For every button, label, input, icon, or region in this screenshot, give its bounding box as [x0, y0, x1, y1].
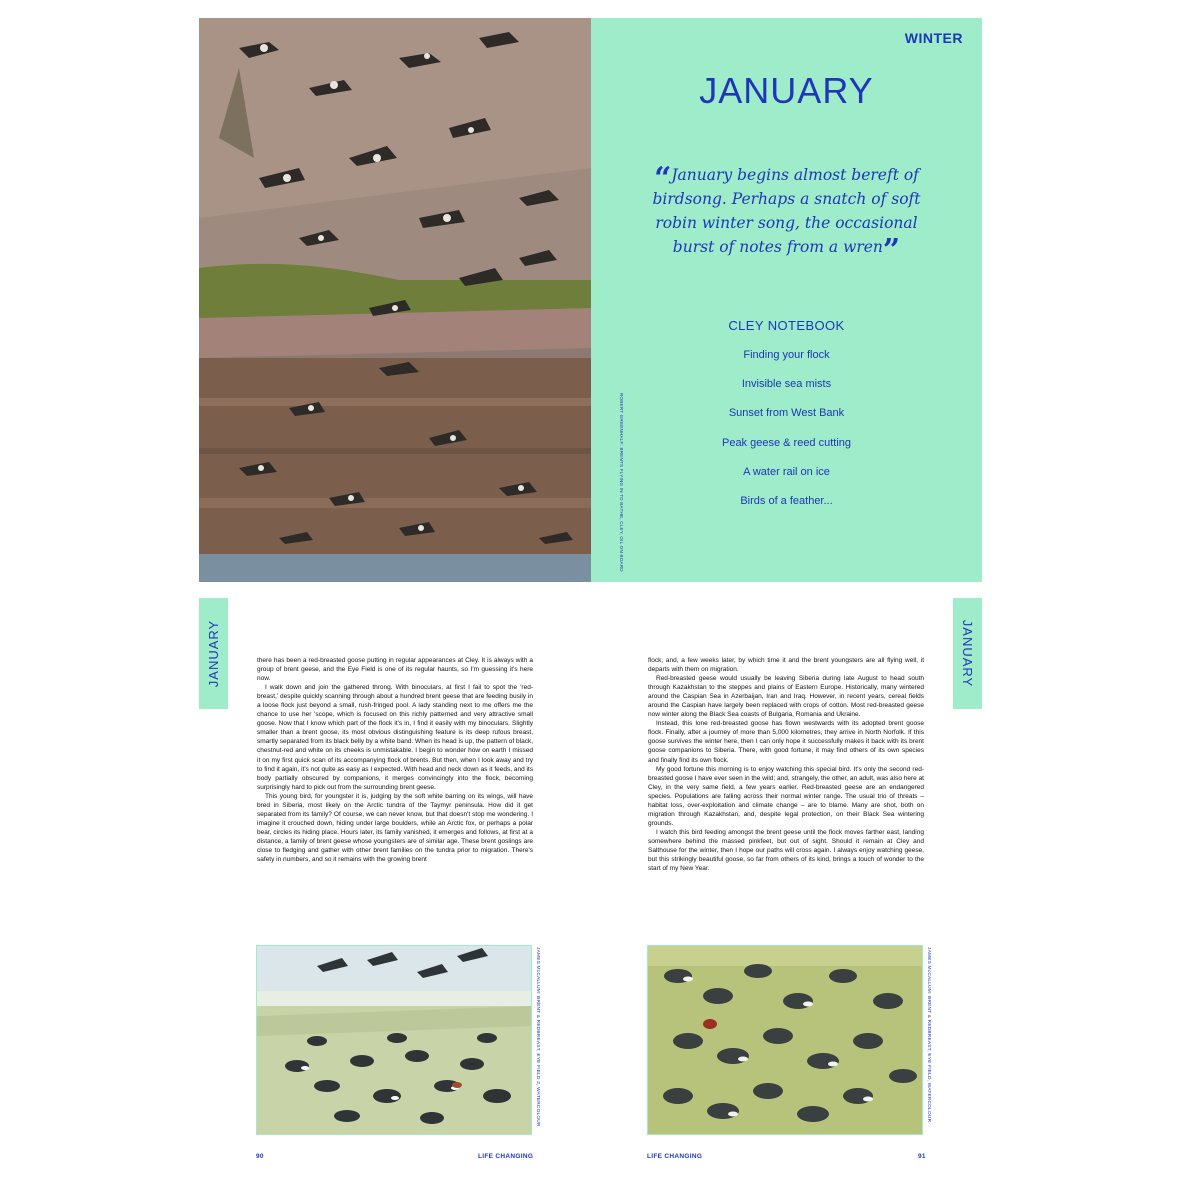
contents-item: Invisible sea mists [741, 378, 832, 391]
watercolour-plate-left [256, 945, 532, 1135]
geese-oil-painting [199, 18, 591, 582]
page-number-right: 91 [918, 1153, 926, 1160]
close-quote-mark: ” [882, 233, 901, 268]
notebook-heading: CLEY NOTEBOOK [728, 318, 845, 333]
contents-item: Sunset from West Bank [728, 407, 845, 420]
page-title: JANUARY [699, 70, 874, 111]
painting-artwork [199, 18, 591, 582]
pull-quote [641, 161, 932, 268]
contents-item: A water rail on ice [743, 465, 830, 478]
paragraph: I walk down and join the gathered throng. With binoculars, at first I fail to spot the 'red-breast,' despite quickly scanning through about a hundred brent geese that are feeding busily in a loose flock just beyond a small, rush-fringed pool. A lady standing next to me offers me the chance to use her 'scope, which is focused on this richly patterned and very attractive small goose. Now that I know which part of the flock it's in, I find it easily with my binoculars. Slightly smaller than a brent goose, its most obvious distinguishing feature is its deep rufous breast, smartly separated from its black belly by a white band. When its head is up, the pattern of black, chestnut-red and white on its cheeks is unmistakable. I begin to wonder how on earth I missed it on my first quick scan of its accompanying flock of brents. But then, when I look away and try to find it again, it's not quite as easy as I expected. With head and neck down as it feeds, and its body partially obscured by companions, it merges convincingly into the flock, becoming surprisingly hard to pick out from the surrounding brent geese. [257, 684, 533, 791]
watercolour-plate-right [647, 945, 923, 1135]
paragraph: My good fortune this morning is to enjoy watching this special bird. It's only the second red-breasted goose I have ever seen in the wild; and, strangely, the other, an adult, was also here at Cley, in the very same field, a few years earlier. Red-breasted geese are an endangered species. Populations are falling across their normal winter range. The usual trio of threats – habitat loss, over-exploitation and climate change – are to blame. Many are shot, both on migration through Kazakhstan, and, despite legal protection, on their Black Sea wintering grounds. [648, 765, 924, 827]
pull-quote-text: January begins almost bereft of birdsong. Perhaps a snatch of soft robin winter song, the occasional burst of notes from a wren [652, 166, 921, 256]
body-column-right [648, 656, 924, 873]
side-tab-left [199, 598, 228, 709]
plate-credit-right: JAMES McCALLUM: BRENT & REDBREAST, EYE FIELD, WATERCOLOUR [926, 947, 931, 1123]
plate-credit-left: JAMES McCALLUM: BRENT & REDBREAST, EYE FIELD 2, WATERCOLOUR [535, 947, 540, 1127]
paragraph: I watch this bird feeding amongst the brent geese until the flock moves farther east, landing somewhere behind the massed pinkfeet, but out of sight. Should it remain at Cley and Salthouse for the winter, then I hope our paths will cross again. I always enjoy watching geese, but this strikingly beautiful goose, so far from others of its kind, brings a touch of wonder to the start of my New Year. [648, 828, 924, 873]
plate-left-artwork [257, 946, 531, 1134]
open-quote-mark: “ [654, 161, 672, 196]
contents-item: Birds of a feather... [740, 494, 833, 507]
side-tab-left-label: JANUARY [206, 619, 222, 688]
plate-right-artwork [648, 946, 922, 1134]
paragraph: Instead, this lone red-breasted goose has flown westwards with its adopted brent goose flock. Finally, after a journey of more than 5,000 kilometres, they arrive in North Norfolk. If this goose survives the winter here, then I can only hope it successfully makes it back with its brent goose companions to Siberia. There, with good fortune, it may find others of its own species and finally find its own flock. [648, 720, 924, 764]
painting-credit: ROBERT GREENHALF: BRENTS FLYING IN TO BATHE, CLEY, OIL ON BOARD [619, 393, 624, 572]
intro-panel [591, 18, 982, 582]
paragraph: Red-breasted geese would usually be leaving Siberia during late August to head south through Kazakhstan to the steppes and plains of Eastern Europe. Historically, many wintered around the Caspian Sea in Azerbaijan, Iran and Iraq. However, in recent years, cereal fields around the Caspian have largely been replaced with crops of cotton. Most red-breasted geese now winter along the Black Sea coasts of Bulgaria, Romania and Ukraine. [648, 675, 924, 719]
page-number-left: 90 [256, 1153, 264, 1160]
contents-item: Peak geese & reed cutting [721, 436, 852, 449]
section-label: WINTER [904, 30, 963, 46]
paragraph: This young bird, for youngster it is, judging by the soft white barring on its wings, will have bred in Siberia, most likely on the Arctic tundra of the Taymyr peninsula. How did it get separated from its family? Of course, we can never know, but that doesn't stop me wondering. I imagine it crouched down, hiding under large boulders, while an Arctic fox, or perhaps a polar bear, circles its hiding place. Hours later, its family vanished, it emerges and follows, at first at a distance, a family of brent geese whose youngsters are of similar age. These brent goslings are close to fledging and gather with other brent families on the tundra prior to migration. There's safety in numbers, and so it remains with the growing brent [257, 792, 533, 864]
side-tab-right [953, 598, 982, 709]
side-tab-right-label: JANUARY [960, 619, 976, 688]
paragraph: flock, and, a few weeks later, by which time it and the brent youngsters are all flying well, it departs with them on migration. [648, 657, 924, 674]
running-footer-right: LIFE CHANGING [647, 1153, 703, 1160]
running-footer-left: LIFE CHANGING [478, 1153, 534, 1160]
contents-item: Finding your flock [743, 349, 830, 361]
body-column-left [257, 656, 533, 864]
notebook-contents-list [591, 348, 982, 523]
paragraph: there has been a red-breasted goose putting in regular appearances at Cley. It is always with a group of brent geese, and the Eye Field is one of its regular haunts, so I'm guessing it's here now. [257, 657, 533, 683]
